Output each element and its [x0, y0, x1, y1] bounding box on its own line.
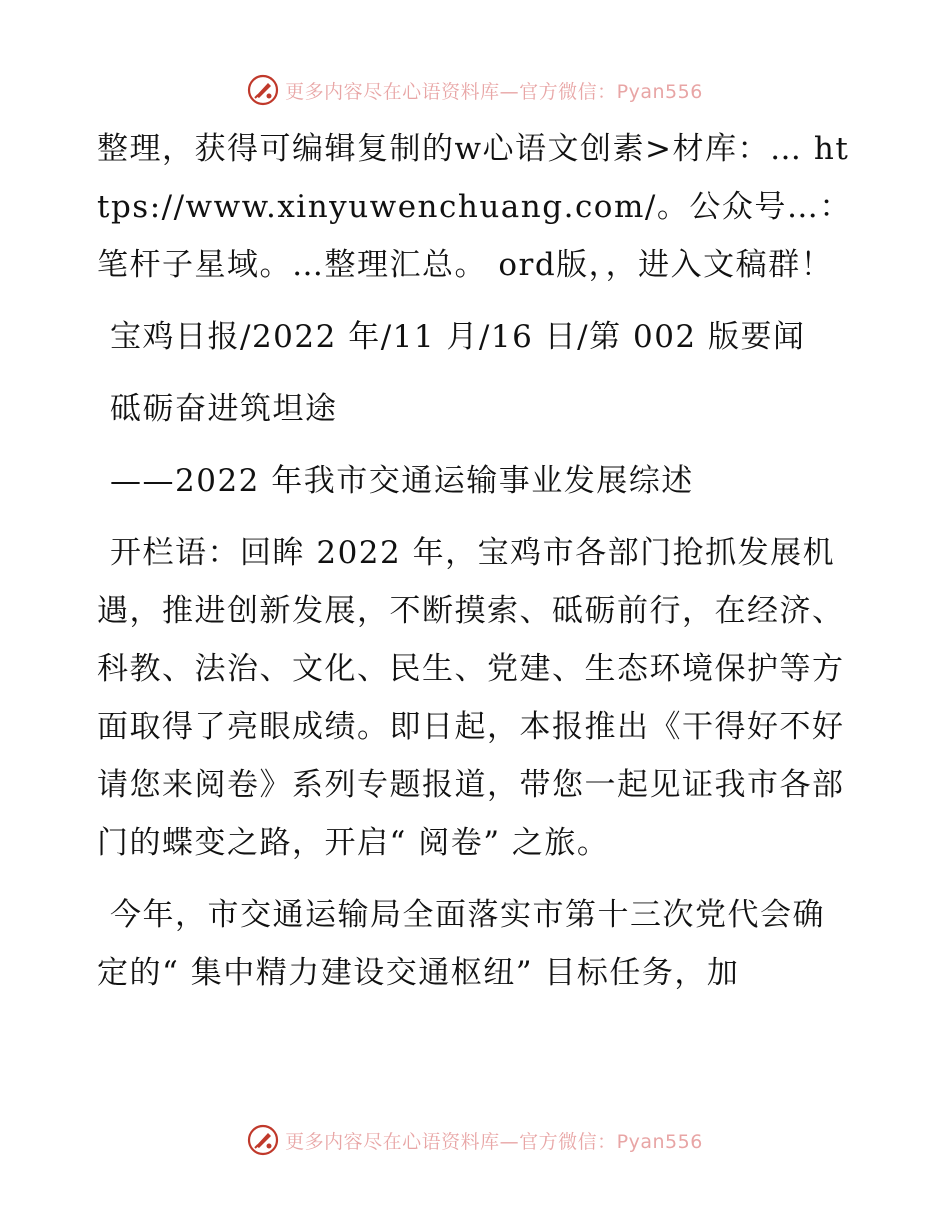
body-paragraph: 今年，市交通运输局全面落实市第十三次党代会确定的“ 集中精力建设交通枢纽” 目标任务，加: [97, 897, 825, 991]
watermark-footer: [0, 1120, 950, 1160]
intro-paragraph: 整理，获得可编辑复制的w心语文创素>材库：… https://www.xinyuwenchuang.com/。公众号…：笔杆子星域。…整理汇总。 ord版，，进入文稿群！: [97, 131, 852, 283]
quill-logo-icon: [247, 1124, 279, 1156]
document-body: [97, 120, 857, 1002]
article-subtitle: ——2022 年我市交通运输事业发展综述: [110, 463, 694, 499]
source-line: 宝鸡日报/2022 年/11 月/16 日/第 002 版要闻: [110, 319, 806, 355]
column-intro-paragraph: 开栏语：回眸 2022 年，宝鸡市各部门抢抓发展机遇，推进创新发展，不断摸索、砥砺前行，在经济、科教、法治、文化、民生、党建、生态环境保护等方面取得了亮眼成绩。即日起，本报推出《干得好不好请您来阅卷》系列专题报道，带您一起见证我市各部门的蝶变之路，开启“ 阅卷” 之旅。: [97, 535, 845, 861]
watermark-header: [0, 70, 950, 110]
watermark-text: 更多内容尽在心语资料库—官方微信：Pyan556: [285, 1130, 703, 1153]
article-title: 砥砺奋进筑坦途: [110, 391, 338, 427]
watermark-text: 更多内容尽在心语资料库—官方微信：Pyan556: [285, 80, 703, 103]
quill-logo-icon: [247, 74, 279, 106]
